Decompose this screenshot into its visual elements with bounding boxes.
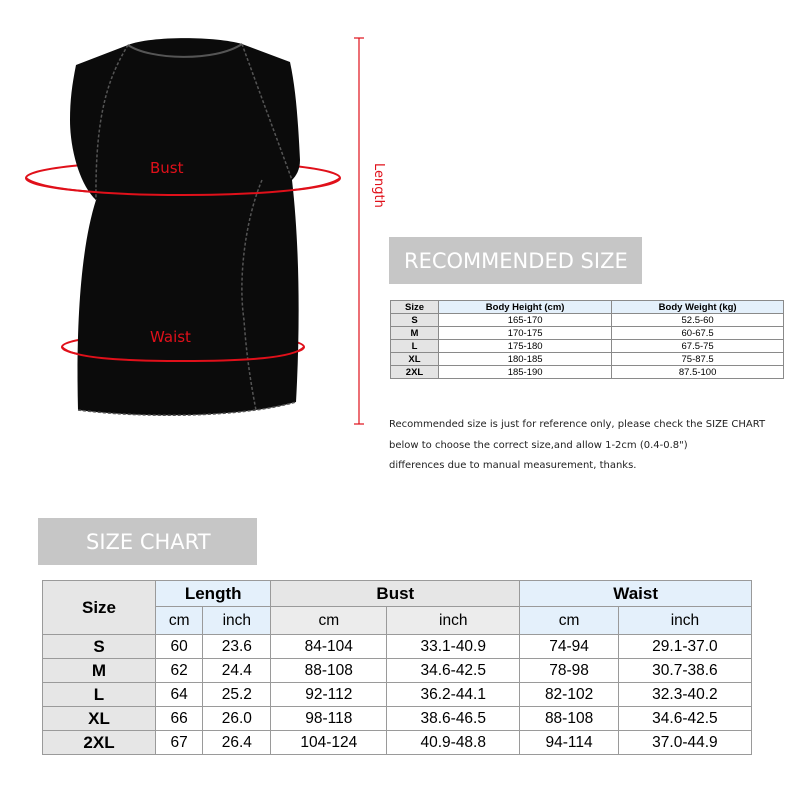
waist-label: Waist: [150, 328, 191, 346]
table-cell: 40.9-48.8: [387, 731, 520, 755]
size-chart-table: [42, 580, 752, 755]
header-bust: Bust: [271, 581, 520, 607]
size-cell: L: [43, 683, 156, 707]
height-cell: 175-180: [439, 340, 612, 353]
table-cell: 78-98: [520, 659, 619, 683]
weight-cell: 52.5-60: [612, 314, 784, 327]
table-row: [43, 707, 752, 731]
header-waist: Waist: [520, 581, 752, 607]
weight-cell: 67.5-75: [612, 340, 784, 353]
group-header-row: [43, 581, 752, 607]
table-cell: 29.1-37.0: [618, 635, 751, 659]
table-cell: 60: [156, 635, 203, 659]
weight-cell: 75-87.5: [612, 353, 784, 366]
size-chart-title: SIZE CHART: [38, 518, 257, 565]
size-cell: M: [43, 659, 156, 683]
weight-cell: 60-67.5: [612, 327, 784, 340]
table-row: [391, 340, 784, 353]
weight-cell: 87.5-100: [612, 366, 784, 379]
size-cell: XL: [43, 707, 156, 731]
table-cell: 32.3-40.2: [618, 683, 751, 707]
table-cell: 84-104: [271, 635, 387, 659]
table-cell: 104-124: [271, 731, 387, 755]
table-cell: 26.0: [203, 707, 271, 731]
table-cell: 37.0-44.9: [618, 731, 751, 755]
table-cell: 24.4: [203, 659, 271, 683]
size-cell: M: [391, 327, 439, 340]
table-cell: 67: [156, 731, 203, 755]
size-cell: 2XL: [391, 366, 439, 379]
table-cell: 66: [156, 707, 203, 731]
table-row: [391, 353, 784, 366]
header-size: Size: [43, 581, 156, 635]
table-row: [391, 327, 784, 340]
tank-top-illustration: [0, 0, 400, 430]
table-cell: 38.6-46.5: [387, 707, 520, 731]
table-row: [391, 314, 784, 327]
unit-header: cm: [156, 607, 203, 635]
unit-header: cm: [520, 607, 619, 635]
recommended-size-note: [389, 415, 789, 477]
note-line: below to choose the correct size,and allow 1-2cm (0.4-0.8"): [389, 439, 688, 451]
size-cell: XL: [391, 353, 439, 366]
recommended-size-title: RECOMMENDED SIZE: [389, 237, 642, 284]
table-row: [43, 659, 752, 683]
unit-header: inch: [203, 607, 271, 635]
header-size: Size: [391, 301, 439, 314]
note-line: differences due to manual measurement, thanks.: [389, 460, 637, 471]
table-cell: 23.6: [203, 635, 271, 659]
table-cell: 94-114: [520, 731, 619, 755]
header-body-height: Body Height (cm): [439, 301, 612, 314]
table-cell: 64: [156, 683, 203, 707]
table-cell: 34.6-42.5: [387, 659, 520, 683]
table-cell: 88-108: [271, 659, 387, 683]
unit-header: inch: [387, 607, 520, 635]
table-header-row: [391, 301, 784, 314]
unit-header: cm: [271, 607, 387, 635]
table-cell: 74-94: [520, 635, 619, 659]
table-cell: 98-118: [271, 707, 387, 731]
header-body-weight: Body Weight (kg): [612, 301, 784, 314]
header-length: Length: [156, 581, 271, 607]
length-label: Length: [371, 163, 386, 208]
height-cell: 165-170: [439, 314, 612, 327]
table-cell: 88-108: [520, 707, 619, 731]
table-cell: 26.4: [203, 731, 271, 755]
table-row: [43, 683, 752, 707]
size-cell: 2XL: [43, 731, 156, 755]
size-cell: S: [391, 314, 439, 327]
table-row: [43, 635, 752, 659]
table-cell: 25.2: [203, 683, 271, 707]
unit-header: inch: [618, 607, 751, 635]
note-line: Recommended size is just for reference only, please check the SIZE CHART: [389, 419, 766, 430]
size-cell: L: [391, 340, 439, 353]
table-row: [43, 731, 752, 755]
height-cell: 180-185: [439, 353, 612, 366]
table-cell: 33.1-40.9: [387, 635, 520, 659]
table-cell: 34.6-42.5: [618, 707, 751, 731]
table-cell: 36.2-44.1: [387, 683, 520, 707]
table-row: [391, 366, 784, 379]
table-cell: 92-112: [271, 683, 387, 707]
size-cell: S: [43, 635, 156, 659]
table-cell: 62: [156, 659, 203, 683]
table-cell: 82-102: [520, 683, 619, 707]
bust-label: Bust: [150, 159, 184, 177]
height-cell: 170-175: [439, 327, 612, 340]
recommended-size-table: [390, 300, 784, 379]
height-cell: 185-190: [439, 366, 612, 379]
table-cell: 30.7-38.6: [618, 659, 751, 683]
